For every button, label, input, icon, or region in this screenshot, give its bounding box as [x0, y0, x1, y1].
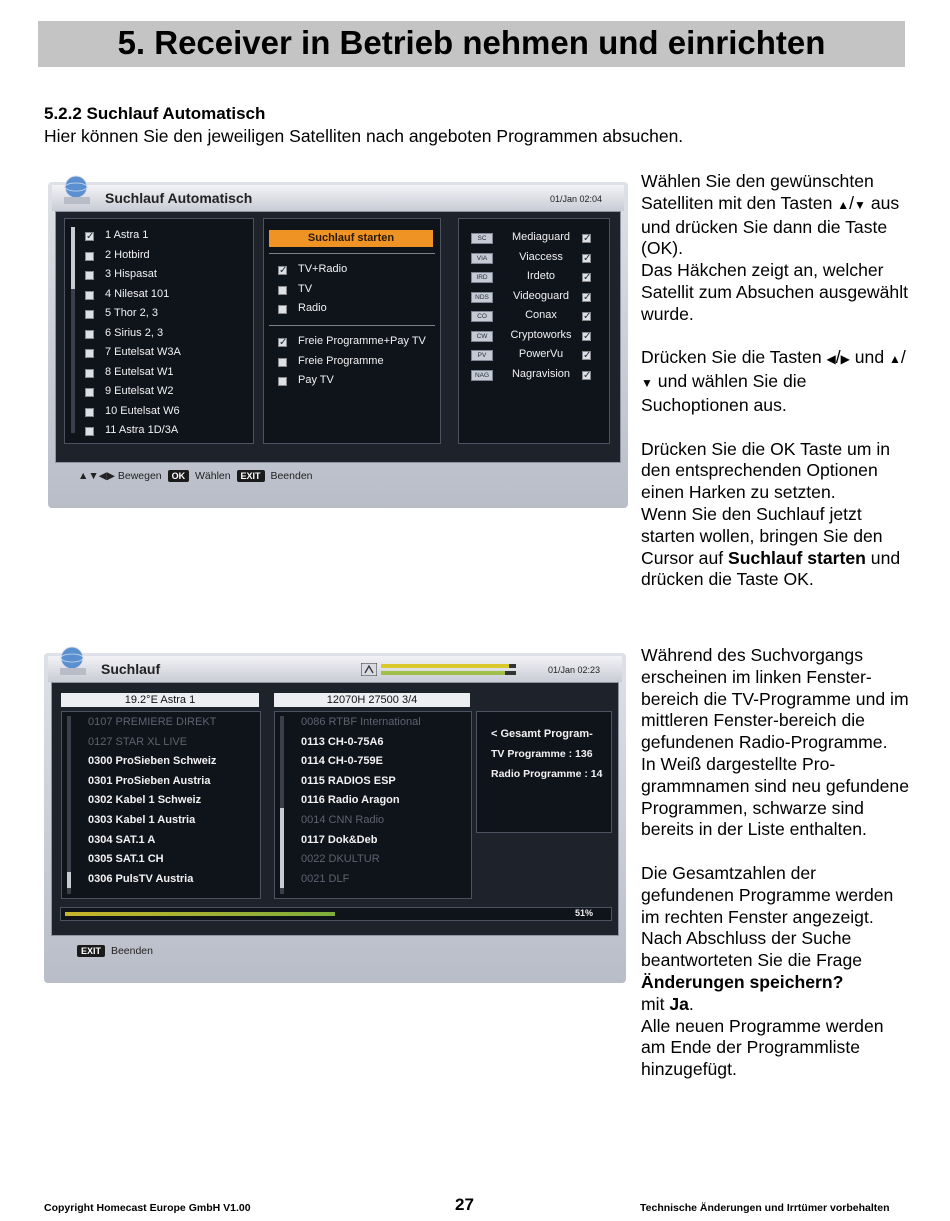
divider [269, 253, 435, 254]
checkbox[interactable] [278, 305, 287, 314]
option-label: 5 Thor 2, 3 [105, 307, 158, 319]
channel-row[interactable]: 0303 Kabel 1 Austria [88, 814, 196, 826]
exit-key: EXIT [77, 945, 105, 957]
cas-name: Mediaguard [511, 231, 571, 243]
check-icon: ✓ [583, 291, 592, 303]
cas-badge-nag: NAG [471, 370, 493, 381]
hint-exit: Beenden [110, 945, 153, 957]
check-icon: ✓ [583, 311, 592, 322]
instruction-append: Alle neuen Programme werden am Ende der Programmliste hinzugefügt. [641, 1015, 884, 1080]
cas-name: Conax [525, 309, 557, 321]
channel-row[interactable]: 0306 PulsTV Austria [88, 872, 194, 885]
radio-total: Radio Programme : 14 [491, 768, 603, 780]
channel-row[interactable]: 0107 PREMIERE DIREKT [88, 716, 217, 728]
screen-titlebar [52, 185, 624, 211]
cas-name: Nagravision [511, 367, 571, 380]
option-label: Freie Programme+Pay TV [298, 335, 426, 347]
option-label: 8 Eutelsat W1 [105, 365, 174, 378]
tv-total: TV Programme : 136 [491, 748, 593, 760]
checkbox[interactable] [582, 273, 591, 282]
channel-row[interactable]: 0114 CH-0-759E [301, 755, 383, 768]
text: und wählen Sie die Suchoptionen aus. [641, 371, 807, 415]
cas-badge-nds: NDS [471, 292, 493, 303]
checkbox[interactable] [278, 286, 287, 295]
channel-row[interactable]: 0021 DLF [301, 872, 350, 885]
option-label: 3 Hispasat [105, 268, 157, 280]
channel-row[interactable]: 0115 RADIOS ESP [301, 774, 396, 787]
checkbox[interactable] [85, 310, 94, 319]
text: mit [641, 993, 665, 1014]
check-icon: ✓ [583, 272, 592, 283]
text: / [900, 347, 906, 368]
text: / [849, 192, 855, 213]
text: aus und drücken Sie dann die Taste (OK). [641, 192, 900, 259]
text-bold: Suchlauf starten [728, 547, 866, 568]
channel-row[interactable]: 0300 ProSieben Schweiz [88, 755, 217, 768]
scroll-thumb[interactable] [280, 808, 284, 888]
left-arrow-icon: ◀ [826, 352, 836, 367]
checkbox[interactable] [582, 254, 591, 263]
checkbox[interactable] [278, 338, 287, 347]
check-icon: ✓ [279, 265, 288, 276]
instruction-save [641, 928, 911, 1015]
channel-row[interactable]: 0301 ProSieben Austria [88, 774, 211, 787]
channel-row[interactable]: 0305 SAT.1 CH [88, 853, 164, 866]
option-label: Pay TV [298, 374, 334, 386]
check-icon: ✓ [86, 231, 95, 242]
disclaimer: Technische Änderungen und Irrtümer vorbehalten [640, 1202, 890, 1214]
instructions-part1 [641, 171, 911, 591]
checkbox[interactable] [582, 293, 591, 302]
option-label: Radio [298, 302, 327, 314]
cas-name: Cryptoworks [510, 328, 572, 341]
text: Wählen Sie den gewünschten Satelliten mit den Tasten [641, 171, 874, 213]
signal-strength-bar [381, 664, 516, 668]
down-arrow-icon: ▼ [854, 197, 866, 212]
hint-select: Wählen [195, 470, 231, 482]
checkbox[interactable] [85, 349, 94, 358]
screen-title: Suchlauf Automatisch [105, 190, 253, 206]
channel-row[interactable]: 0117 Dok&Deb [301, 833, 378, 846]
check-icon: ✓ [583, 233, 592, 244]
checkbox[interactable] [278, 358, 287, 367]
start-search-button[interactable]: Suchlauf starten [269, 230, 433, 247]
check-icon: ✓ [583, 330, 592, 342]
option-label: TV [298, 282, 313, 295]
channel-row[interactable]: 0127 STAR XL LIVE [88, 735, 188, 748]
text-bold: Ja [669, 993, 689, 1014]
instruction-arrows [641, 347, 911, 416]
checkbox[interactable] [85, 388, 94, 397]
channel-row[interactable]: 0116 Radio Aragon [301, 794, 400, 807]
screen-hint-bar [78, 470, 313, 482]
cas-badge-sc: SC [471, 233, 493, 244]
text: . [688, 993, 694, 1014]
instruction-select-satellite [641, 171, 911, 260]
screen-title: Suchlauf [101, 661, 161, 677]
cas-badge-ird: IRD [471, 272, 493, 283]
option-label: 9 Eutelsat W2 [105, 385, 174, 397]
option-label: 1 Astra 1 [105, 229, 149, 241]
up-arrow-icon: ▲ [837, 197, 850, 212]
instruction-totals: Die Gesamtzahlen der gefundenen Programme werden im rechten Fenster angezeigt. [641, 862, 894, 927]
signal-icon [361, 663, 377, 676]
option-label: 10 Eutelsat W6 [105, 404, 180, 417]
down-arrow-icon: ▼ [641, 376, 653, 391]
hint-exit: Beenden [270, 470, 313, 482]
navigation-arrows-icon: ▲▼◀▶ [78, 470, 115, 482]
instruction-colors: In Weiß dargestellte Pro-grammnamen sind neu gefundene Programmen, schwarze sind bereits in der Liste enthalten. [641, 753, 909, 840]
checkbox[interactable] [85, 271, 94, 280]
totals-title: < Gesamt Program- [491, 728, 593, 740]
cas-badge-co: CO [471, 311, 493, 322]
check-icon: ✓ [583, 369, 592, 381]
option-label: 6 Sirius 2, 3 [105, 326, 164, 339]
text: Drücken Sie die Tasten [641, 347, 822, 368]
ok-key: OK [168, 470, 190, 482]
cas-name: Viaccess [519, 250, 563, 263]
transponder-label: 12070H 27500 3/4 [274, 693, 470, 707]
screen-clock: 01/Jan 02:04 [549, 194, 602, 204]
right-arrow-icon: ▶ [840, 352, 850, 367]
checkbox[interactable] [582, 234, 591, 243]
search-progress-bar [60, 907, 612, 921]
channel-row[interactable]: 0304 SAT.1 A [88, 833, 156, 846]
instruction-ok: Drücken Sie die OK Taste um in den entsprechenden Optionen einen Harken zu setzten. [641, 438, 891, 503]
check-icon: ✓ [279, 337, 288, 348]
encryption-panel [458, 218, 610, 444]
channel-row[interactable]: 0086 RTBF International [301, 716, 421, 728]
progress-percent: 51% [575, 908, 594, 918]
checkbox[interactable] [85, 408, 94, 417]
satellite-dish-icon [59, 173, 97, 207]
checkbox[interactable] [85, 291, 94, 300]
option-label: 4 Nilesat 101 [105, 287, 170, 300]
satellite-list-panel [64, 218, 254, 444]
page-number: 27 [455, 1195, 474, 1214]
checkbox[interactable] [278, 377, 287, 386]
cas-badge-pv: PV [471, 350, 493, 361]
search-options-panel [263, 218, 441, 444]
exit-key: EXIT [237, 470, 265, 482]
totals-panel [476, 711, 612, 833]
text: / [835, 347, 841, 368]
signal-quality-bar [381, 671, 516, 675]
up-arrow-icon: ▲ [889, 352, 901, 367]
cas-name: Irdeto [526, 270, 556, 282]
text: und [854, 347, 885, 368]
scroll-thumb[interactable] [67, 872, 71, 888]
screenshot-search-progress [44, 653, 626, 983]
checkbox[interactable] [582, 312, 591, 321]
channel-row[interactable]: 0302 Kabel 1 Schweiz [88, 794, 202, 807]
checkbox[interactable] [85, 427, 94, 436]
screen-body [55, 211, 621, 463]
section-title: 5.2.2 Suchlauf Automatisch [44, 104, 266, 123]
screen-hint-bar [74, 945, 153, 957]
divider [269, 325, 435, 326]
copyright: Copyright Homecast Europe GmbH V1.00 [44, 1202, 251, 1214]
cas-name: PowerVu [518, 348, 564, 360]
instruction-search: Während des Suchvorgangs erscheinen im linken Fenster-bereich die TV-Programme und im mittleren Fenster-bereich die gefundenen Radio-Programme. [641, 645, 909, 753]
checkbox[interactable] [582, 332, 591, 341]
checkbox[interactable] [85, 369, 94, 378]
checkbox[interactable] [85, 330, 94, 339]
option-label: 7 Eutelsat W3A [105, 346, 181, 358]
screenshot-auto-search [48, 182, 628, 508]
channel-row[interactable]: 0022 DKULTUR [301, 853, 380, 866]
satellite-label: 19.2°E Astra 1 [61, 693, 259, 707]
section-intro: Hier können Sie den jeweiligen Satelliten nach angeboten Programmen absuchen. [44, 126, 684, 146]
instructions-part2 [641, 645, 911, 1081]
satellite-dish-icon [55, 644, 93, 678]
scroll-thumb[interactable] [71, 227, 75, 289]
cas-badge-cw: CW [471, 331, 493, 342]
cas-badge-via: VIA [471, 253, 493, 264]
text: Wenn Sie den Suchlauf jetzt starten wollen, bringen Sie den Cursor auf [641, 503, 883, 568]
channel-row[interactable]: 0014 CNN Radio [301, 814, 385, 826]
screen-clock: 01/Jan 02:23 [547, 665, 600, 675]
screen-body [51, 682, 619, 936]
progress-fill [65, 912, 335, 916]
text: Nach Abschluss der Suche beantworteten Sie die Frage [641, 928, 863, 971]
scrollbar[interactable] [67, 716, 71, 894]
chapter-heading: 5. Receiver in Betrieb nehmen und einrichten [38, 21, 905, 67]
option-label: Freie Programme [298, 354, 384, 367]
radio-results-panel [274, 711, 472, 899]
screen-titlebar [48, 656, 622, 682]
checkbox[interactable] [85, 252, 94, 261]
instruction-checkmark: Das Häkchen zeigt an, welcher Satellit zum Absuchen ausgewählt wurde. [641, 260, 908, 324]
channel-row[interactable]: 0113 CH-0-75A6 [301, 735, 384, 748]
instruction-start [641, 504, 911, 591]
cas-name: Videoguard [512, 289, 570, 302]
checkbox[interactable] [85, 232, 94, 241]
hint-move: Bewegen [117, 470, 162, 482]
option-label: 11 Astra 1D/3A [105, 424, 179, 436]
option-label: 2 Hotbird [105, 248, 150, 261]
check-icon: ✓ [583, 350, 592, 361]
option-label: TV+Radio [298, 263, 348, 275]
checkbox[interactable] [278, 266, 287, 275]
text: und drücken die Taste OK. [641, 547, 901, 590]
text-bold: Änderungen speichern? [641, 971, 844, 992]
checkbox[interactable] [582, 351, 591, 360]
tv-results-panel [61, 711, 261, 899]
checkbox[interactable] [582, 371, 591, 380]
check-icon: ✓ [583, 252, 592, 264]
